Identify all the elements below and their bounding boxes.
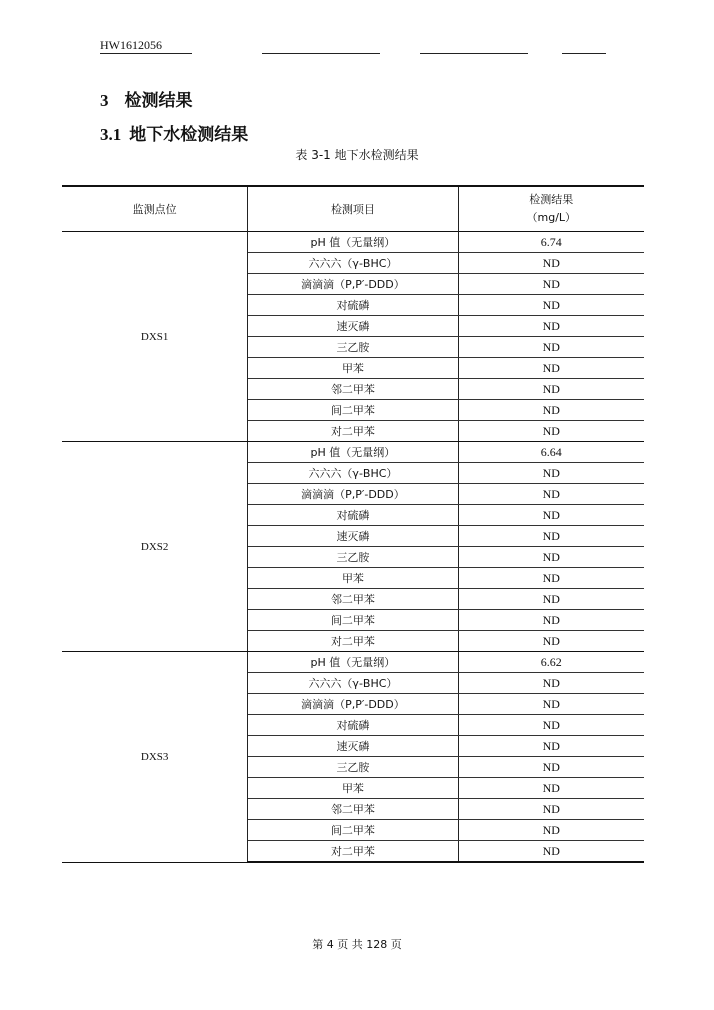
test-item-cell: 甲苯 — [248, 568, 458, 589]
test-result-cell: ND — [458, 421, 644, 442]
test-item-cell: 滴滴滴（P,P′-DDD） — [248, 274, 458, 295]
test-result-cell: ND — [458, 757, 644, 778]
subsection-heading — [100, 120, 248, 145]
monitoring-point-cell: DXS3 — [62, 652, 248, 863]
test-result-cell: ND — [458, 736, 644, 757]
test-result-cell: ND — [458, 253, 644, 274]
test-result-cell: ND — [458, 820, 644, 841]
monitoring-point-cell: DXS1 — [62, 232, 248, 442]
test-item-cell: 六六六（γ-BHC） — [248, 673, 458, 694]
test-item-cell: 滴滴滴（P,P′-DDD） — [248, 694, 458, 715]
test-result-cell: 6.74 — [458, 232, 644, 253]
test-item-cell: pH 值（无量纲） — [248, 232, 458, 253]
test-item-cell: 对二甲苯 — [248, 841, 458, 863]
test-item-cell: 甲苯 — [248, 778, 458, 799]
test-result-cell: ND — [458, 841, 644, 863]
test-result-cell: ND — [458, 484, 644, 505]
test-result-cell: ND — [458, 610, 644, 631]
test-result-cell: ND — [458, 631, 644, 652]
test-item-cell: 速灭磷 — [248, 736, 458, 757]
test-item-cell: 三乙胺 — [248, 547, 458, 568]
test-result-cell: ND — [458, 694, 644, 715]
results-table — [62, 185, 644, 863]
test-result-cell: ND — [458, 799, 644, 820]
test-item-cell: 对二甲苯 — [248, 631, 458, 652]
test-result-cell: 6.62 — [458, 652, 644, 673]
subsection-number: 3.1 — [100, 125, 122, 144]
table-header-row — [62, 186, 644, 232]
header-rule — [562, 53, 606, 54]
test-item-cell: 六六六（γ-BHC） — [248, 463, 458, 484]
header-item: 检测项目 — [248, 186, 458, 232]
test-item-cell: 邻二甲苯 — [248, 589, 458, 610]
test-item-cell: 速灭磷 — [248, 526, 458, 547]
test-result-cell: ND — [458, 337, 644, 358]
test-item-cell: 间二甲苯 — [248, 400, 458, 421]
test-item-cell: 间二甲苯 — [248, 820, 458, 841]
test-item-cell: 间二甲苯 — [248, 610, 458, 631]
subsection-title: 地下水检测结果 — [129, 125, 249, 145]
test-result-cell: ND — [458, 673, 644, 694]
table-caption: 表 3-1 地下水检测结果 — [295, 148, 419, 162]
test-item-cell: 对硫磷 — [248, 505, 458, 526]
header-result-line1: 检测结果 — [529, 193, 574, 206]
test-item-cell: 对硫磷 — [248, 715, 458, 736]
header-rule — [420, 53, 528, 54]
test-result-cell: ND — [458, 526, 644, 547]
test-item-cell: 邻二甲苯 — [248, 379, 458, 400]
header-result — [458, 186, 644, 232]
test-result-cell: ND — [458, 316, 644, 337]
table-row — [62, 232, 644, 253]
test-item-cell: 三乙胺 — [248, 337, 458, 358]
test-item-cell: 甲苯 — [248, 358, 458, 379]
section-heading — [100, 86, 193, 111]
table-row — [62, 652, 644, 673]
page-footer: 第 4 页 共 128 页 — [312, 938, 402, 951]
section-title: 检测结果 — [124, 91, 193, 111]
test-result-cell: ND — [458, 568, 644, 589]
test-result-cell: ND — [458, 379, 644, 400]
test-item-cell: 速灭磷 — [248, 316, 458, 337]
test-item-cell: 对二甲苯 — [248, 421, 458, 442]
header-rule — [100, 53, 192, 54]
test-result-cell: ND — [458, 274, 644, 295]
test-result-cell: ND — [458, 463, 644, 484]
test-item-cell: 六六六（γ-BHC） — [248, 253, 458, 274]
test-item-cell: 三乙胺 — [248, 757, 458, 778]
test-result-cell: ND — [458, 547, 644, 568]
test-result-cell: ND — [458, 358, 644, 379]
test-result-cell: ND — [458, 778, 644, 799]
test-result-cell: ND — [458, 505, 644, 526]
test-result-cell: ND — [458, 715, 644, 736]
test-result-cell: ND — [458, 295, 644, 316]
monitoring-point-cell: DXS2 — [62, 442, 248, 652]
table-row — [62, 442, 644, 463]
test-result-cell: 6.64 — [458, 442, 644, 463]
test-item-cell: 对硫磷 — [248, 295, 458, 316]
document-header-id: HW1612056 — [100, 38, 162, 52]
test-result-cell: ND — [458, 400, 644, 421]
test-item-cell: 邻二甲苯 — [248, 799, 458, 820]
header-rule — [262, 53, 380, 54]
test-item-cell: pH 值（无量纲） — [248, 442, 458, 463]
section-number: 3 — [100, 91, 109, 110]
table-body — [62, 232, 644, 863]
header-result-unit: （mg/L） — [526, 211, 577, 224]
test-result-cell: ND — [458, 589, 644, 610]
header-point: 监测点位 — [62, 186, 248, 232]
test-item-cell: 滴滴滴（P,P′-DDD） — [248, 484, 458, 505]
test-item-cell: pH 值（无量纲） — [248, 652, 458, 673]
